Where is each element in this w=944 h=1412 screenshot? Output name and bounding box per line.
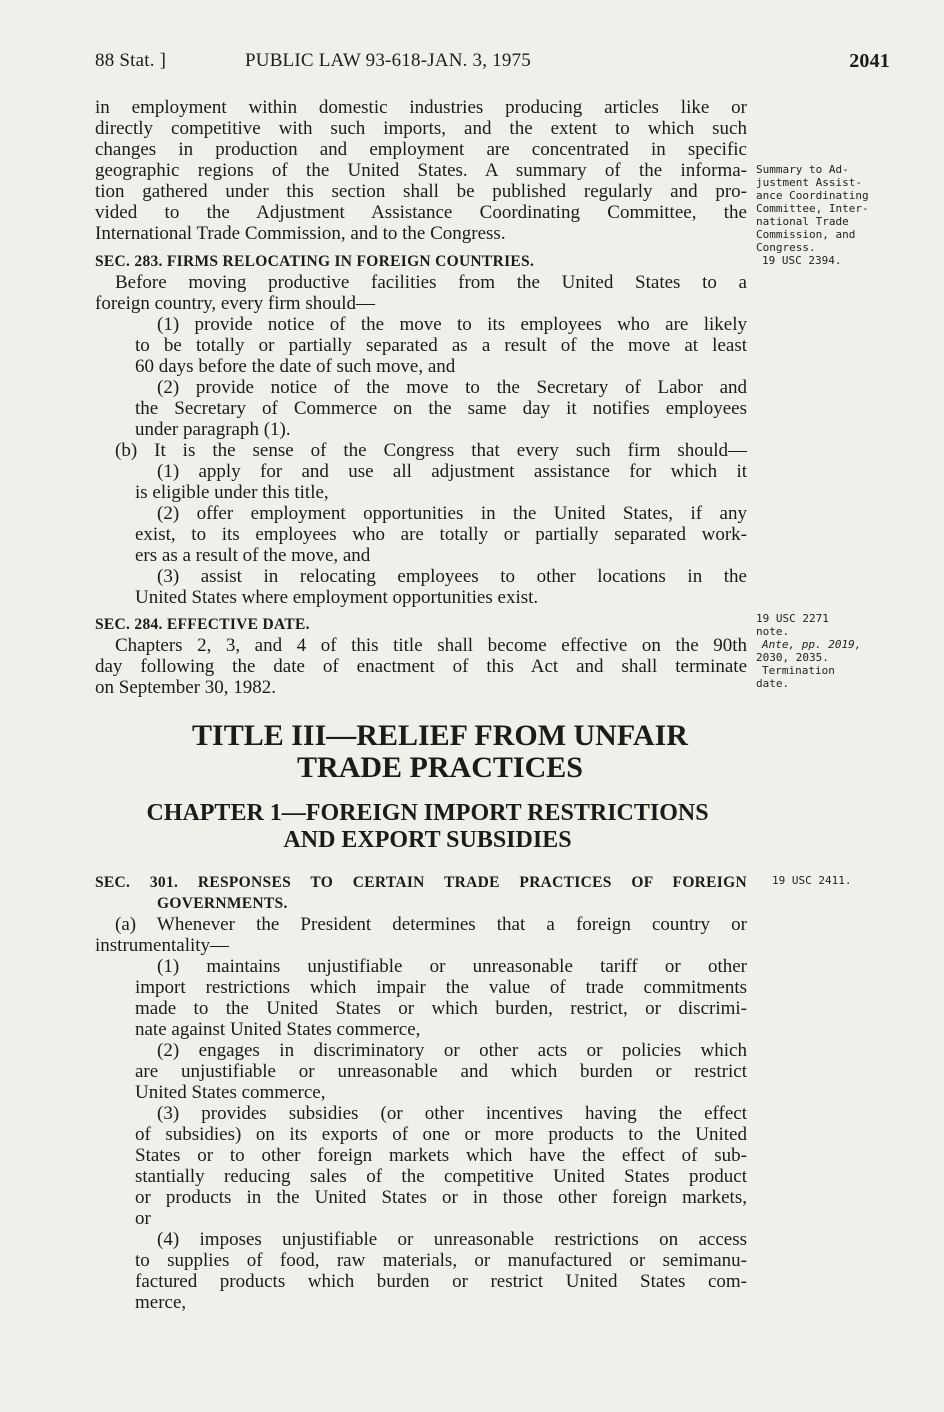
text-line: geographic regions of the United States. A summary of the informa- [95,160,747,181]
text-line: are unjustifiable or unreasonable and which burden or restrict [135,1061,747,1082]
section-heading: SEC. 283. FIRMS RELOCATING IN FOREIGN COUNTRIES. [95,253,535,270]
margin-note-line: Congress. [756,241,816,254]
text-line: tion gathered under this section shall be published regularly and pro- [95,181,747,202]
text-line: ers as a result of the move, and [135,545,371,566]
text-line: to supplies of food, raw materials, or manufactured or semimanu- [135,1250,747,1271]
text-line: (1) apply for and use all adjustment assistance for which it [157,461,747,482]
text-line: (1) provide notice of the move to its employees who are likely [157,314,747,335]
text-line: of subsidies) on its exports of one or more products to the United [135,1124,747,1145]
continuation-paragraph [95,97,747,244]
margin-note-line: Ante, pp. 2019, [762,638,862,651]
text-line: or products in the United States or in those other foreign markets, [135,1187,747,1208]
margin-note-line: 19 USC 2394. [762,254,842,267]
text-line: stantially reducing sales of the competitive United States product [135,1166,747,1187]
text-line: foreign country, every firm should— [95,293,375,314]
section-heading: SEC. 284. EFFECTIVE DATE. [95,616,310,633]
margin-note-usc-citation: 19 USC 2411. [772,874,852,887]
text-line: exist, to its employees who are totally or partially separated work- [135,524,747,545]
margin-note-line: date. [756,677,790,690]
text-line: United States where employment opportunities exist. [135,587,539,608]
margin-note-line: justment Assist- [756,176,862,189]
text-line: Before moving productive facilities from the United States to a [115,272,747,293]
text-line: on September 30, 1982. [95,677,277,698]
text-line: directly competitive with such imports, and the extent to which such [95,118,747,139]
text-line: (2) engages in discriminatory or other acts or policies which [157,1040,747,1061]
text-line: (b) It is the sense of the Congress that every such firm should— [115,440,747,461]
text-line: to be totally or partially separated as a result of the move at least [135,335,747,356]
margin-note-line: ance Coordinating [756,189,869,202]
section-284 [95,614,747,698]
text-line: 60 days before the date of such move, and [135,356,456,377]
text-line: vided to the Adjustment Assistance Coordinating Committee, the [95,202,747,223]
section-heading-continued: GOVERNMENTS. [157,895,288,912]
margin-note-line: 19 USC 2271 [756,612,829,625]
text-line: International Trade Commission, and to the Congress. [95,223,506,244]
section-301 [95,872,747,1313]
text-line: (2) offer employment opportunities in the United States, if any [157,503,747,524]
page-number: 2041 [849,50,890,72]
text-line: nate against United States commerce, [135,1019,421,1040]
chapter-line: CHAPTER 1—FOREIGN IMPORT RESTRICTIONS [146,800,709,826]
title-line: TRADE PRACTICES [297,751,583,784]
text-line: changes in production and employment are concentrated in specific [95,139,747,160]
text-line: States or to other foreign markets which have the effect of sub- [135,1145,747,1166]
text-line: instrumentality— [95,935,230,956]
text-line: United States commerce, [135,1082,326,1103]
margin-note-line: national Trade [756,215,849,228]
text-line: (4) imposes unjustifiable or unreasonable restrictions on access [157,1229,747,1250]
margin-note-line: 2030, 2035. [756,651,829,664]
text-line: (a) Whenever the President determines that a foreign country or [115,914,747,935]
margin-note-line: note. [756,625,790,638]
text-line: factured products which burden or restrict United States com- [135,1271,747,1292]
margin-note-line: Commission, and [756,228,856,241]
margin-note-summary [756,163,869,267]
chapter-heading [95,800,760,854]
text-line: is eligible under this title, [135,482,329,503]
section-heading: SEC. 301. RESPONSES TO CERTAIN TRADE PRACTICES OF FOREIGN [95,874,747,891]
text-line: or [135,1208,151,1229]
margin-note-line: Termination [762,664,835,677]
text-line: the Secretary of Commerce on the same day it notifies employees [135,398,747,419]
text-line: (3) assist in relocating employees to other locations in the [157,566,747,587]
margin-note-effective-date [756,612,861,690]
text-line: (1) maintains unjustifiable or unreasonable tariff or other [157,956,747,977]
public-law-title: PUBLIC LAW 93-618-JAN. 3, 1975 [245,50,531,71]
text-line: (3) provides subsidies (or other incentives having the effect [157,1103,747,1124]
text-line: day following the date of enactment of this Act and shall terminate [95,656,747,677]
title-line: TITLE III—RELIEF FROM UNFAIR [192,719,688,752]
text-line: made to the United States or which burden, restrict, or discrimi- [135,998,747,1019]
chapter-line: AND EXPORT SUBSIDIES [283,827,572,853]
text-line: in employment within domestic industries producing articles like or [95,97,747,118]
text-line: merce, [135,1292,187,1313]
statute-citation: 88 Stat. ] [95,50,167,71]
title-heading [95,720,785,784]
margin-note-line: Summary to Ad- [756,163,849,176]
section-283 [95,251,747,608]
text-line: Chapters 2, 3, and 4 of this title shall become effective on the 90th [115,635,747,656]
text-line: import restrictions which impair the value of trade commitments [135,977,747,998]
text-line: (2) provide notice of the move to the Secretary of Labor and [157,377,747,398]
margin-note-line: Committee, Inter- [756,202,869,215]
text-line: under paragraph (1). [135,419,291,440]
